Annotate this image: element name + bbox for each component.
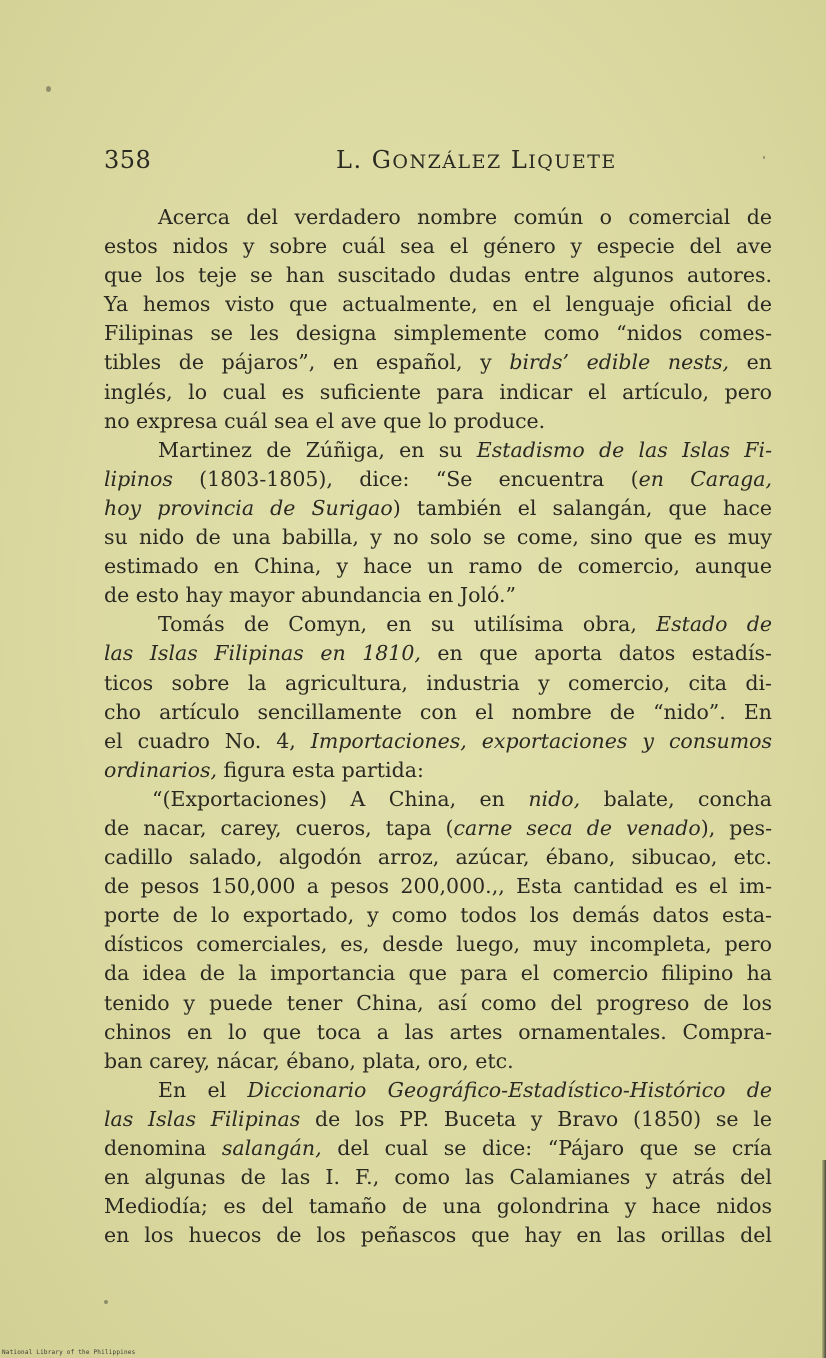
text-segment: Mediodía; es del tamaño de una golondrina y hace nidos — [104, 1194, 772, 1219]
text-line — [104, 959, 772, 988]
text-segment: en los huecos de los peñascos que hay en las orillas del — [104, 1223, 772, 1248]
text-segment: dísticos comerciales, es, desde luego, muy incompleta, pero — [104, 932, 772, 957]
text-segment: Martinez de Zúñiga, en su — [158, 437, 477, 462]
text-line — [104, 872, 772, 901]
text-line — [104, 669, 772, 698]
text-segment: estimado en China, y hace un ramo de comercio, aunque — [104, 554, 772, 579]
text-segment: cadillo salado, algodón arroz, azúcar, ébano, sibucao, etc. — [104, 845, 772, 870]
text-line — [104, 348, 772, 377]
italic-segment: las Islas Filipinas en 1810, — [104, 641, 421, 666]
text-segment: el cuadro No. 4, — [104, 728, 311, 753]
text-line — [104, 989, 772, 1018]
text-segment: “(Exportaciones) A China, en — [152, 786, 529, 811]
text-segment: en que aporta datos estadís- — [420, 641, 772, 666]
text-line — [104, 814, 772, 843]
text-segment: ) también el salangán, que hace — [392, 495, 772, 520]
text-line — [104, 523, 772, 552]
text-segment: de pesos 150,000 a pesos 200,000.,, Esta cantidad es el im- — [104, 874, 772, 899]
running-head-part: L. G — [336, 146, 393, 174]
text-line — [104, 261, 772, 290]
text-segment: no expresa cuál sea el ave que lo produce. — [104, 408, 546, 433]
text-segment: estos nidos y sobre cuál sea el género y especie del ave — [104, 234, 772, 259]
text-segment: Acerca del verdadero nombre común o comercial de — [158, 205, 772, 229]
page-number: 358 — [104, 146, 152, 174]
italic-segment: hoy provincia de Surigao — [104, 495, 393, 520]
text-line — [104, 639, 772, 668]
text-line — [104, 581, 772, 610]
page-edge-shadow — [822, 1160, 826, 1358]
italic-segment: birds’ edible nests, — [509, 350, 730, 375]
text-segment: balate, concha — [580, 786, 772, 811]
text-line — [104, 1018, 772, 1047]
page-header — [104, 146, 772, 180]
italic-segment: en Caraga, — [638, 466, 772, 491]
italic-segment: carne seca de venado — [453, 815, 701, 840]
italic-segment: Importaciones, exportaciones y consumos — [310, 728, 772, 753]
text-segment: ), pes- — [700, 815, 773, 840]
text-segment: ban carey, nácar, ébano, plata, oro, etc. — [104, 1048, 514, 1073]
text-line — [104, 1192, 772, 1221]
text-segment: tibles de pájaros”, en español, y — [104, 350, 510, 375]
text-line — [104, 698, 772, 727]
text-segment: Ya hemos visto que actualmente, en el lenguaje oficial de — [104, 292, 772, 317]
body-text — [104, 203, 772, 1250]
italic-segment: lipinos — [104, 466, 173, 491]
text-line — [104, 1047, 772, 1076]
text-line — [104, 552, 772, 581]
specks — [104, 1300, 108, 1304]
specks — [46, 86, 51, 92]
text-segment: en algunas de las I. F., como las Calamianes y atrás del — [104, 1165, 772, 1190]
text-segment: del cual se dice: “Pájaro que se cría — [321, 1136, 772, 1160]
italic-segment: ordinarios, — [104, 757, 217, 782]
text-line — [104, 1221, 772, 1250]
text-segment: figura esta partida: — [216, 757, 424, 782]
running-head — [336, 146, 617, 174]
text-segment: denomina — [104, 1136, 222, 1160]
text-line — [104, 378, 772, 407]
footer-credit: National Library of the Philippines — [2, 1349, 136, 1356]
italic-segment: Estadismo de las Islas Fi- — [476, 437, 772, 462]
running-head-part: ONZÁLEZ — [392, 151, 502, 173]
text-line — [104, 436, 772, 465]
text-segment: de esto hay mayor abundancia en Joló.” — [104, 583, 516, 608]
text-segment: da idea de la importancia que para el comercio filipino ha — [104, 961, 772, 986]
text-line — [104, 407, 772, 436]
text-segment: inglés, lo cual es suficiente para indicar el artículo, pero — [104, 379, 772, 404]
italic-segment: las Islas Filipinas — [104, 1106, 301, 1131]
text-segment: su nido de una babilla, y no solo se come, sino que es muy — [104, 525, 772, 550]
text-line — [104, 232, 772, 261]
text-line — [104, 1163, 772, 1192]
running-head-part: IQUETE — [528, 151, 617, 173]
italic-segment: nido, — [528, 786, 581, 811]
text-line — [104, 319, 772, 348]
italic-segment: salangán, — [221, 1136, 322, 1160]
text-segment: ticos sobre la agricultura, industria y comercio, cita di- — [104, 670, 772, 695]
text-line — [104, 843, 772, 872]
text-segment: Tomás de Comyn, en su utilísima obra, — [158, 612, 657, 637]
text-segment: porte de lo exportado, y como todos los demás datos esta- — [104, 903, 772, 928]
text-line — [104, 1076, 772, 1105]
text-segment: tenido y puede tener China, así como del progreso de los — [104, 990, 772, 1015]
text-segment: que los teje se han suscitado dudas entre algunos autores. — [104, 263, 772, 288]
text-line — [104, 494, 772, 523]
text-line — [104, 203, 772, 232]
text-segment: de los PP. Buceta y Bravo (1850) se le — [300, 1106, 773, 1131]
text-line — [104, 727, 772, 756]
text-segment: de nacar, carey, cueros, tapa ( — [104, 815, 454, 840]
text-segment: En el — [158, 1077, 248, 1102]
text-segment: Filipinas se les designa simplemente como “nidos comes- — [104, 321, 772, 346]
text-line — [104, 290, 772, 319]
text-segment: en — [729, 350, 772, 375]
text-line — [104, 785, 772, 814]
text-line — [104, 901, 772, 930]
text-segment: chinos en lo que toca a las artes ornamentales. Compra- — [104, 1019, 772, 1044]
italic-segment: Diccionario Geográfico-Estadístico-Histórico de — [247, 1077, 772, 1102]
text-line — [104, 1134, 772, 1163]
text-line — [104, 756, 772, 785]
text-segment: cho artículo sencillamente con el nombre de “nido”. En — [104, 699, 772, 724]
running-head-part: L — [501, 146, 529, 174]
text-line — [104, 610, 772, 639]
italic-segment: Estado de — [656, 612, 772, 637]
text-segment: (1803-1805), dice: “Se encuentra ( — [172, 466, 639, 491]
text-line — [104, 930, 772, 959]
text-line — [104, 465, 772, 494]
text-line — [104, 1105, 772, 1134]
